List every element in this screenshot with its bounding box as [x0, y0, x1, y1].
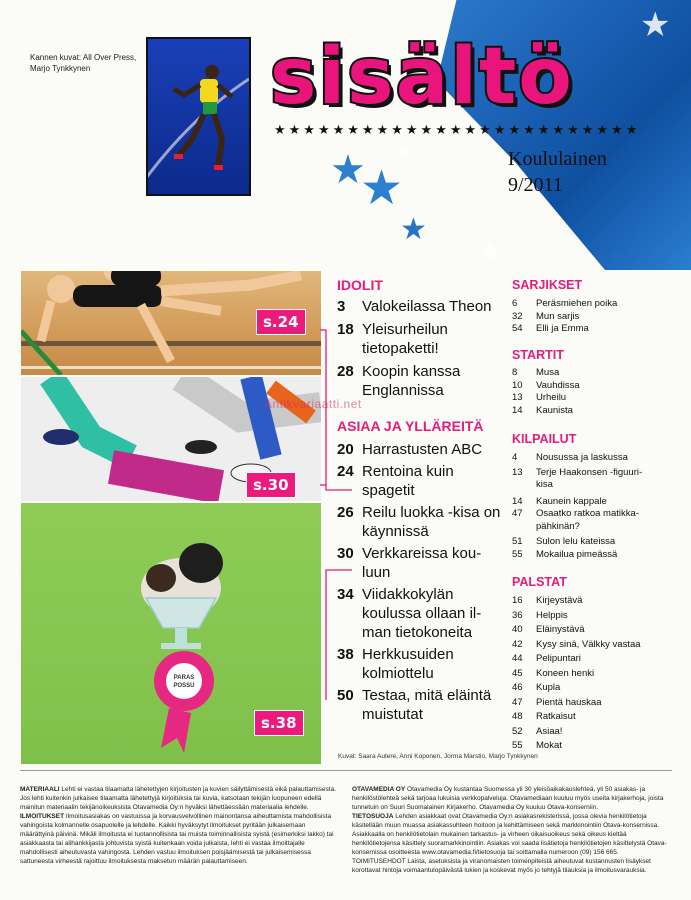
star-icon: ★	[395, 138, 415, 163]
toc-item[interactable]: 55 Mokailua pimeässä	[512, 548, 618, 560]
toc-item[interactable]: 50 Testaa, mitä eläintä muistutat	[337, 687, 492, 723]
star-icon: ★	[640, 6, 671, 44]
section-heading-sarjikset: SARJIKSET	[512, 278, 583, 292]
toc-item[interactable]: 6 Peräsmiehen poika	[512, 298, 618, 309]
toc-item[interactable]: 28 Koopin kanssa Englannissa	[337, 363, 461, 399]
section-list-asiaa	[337, 440, 502, 724]
page-title: sisältö	[270, 32, 574, 122]
section-heading-palstat: PALSTAT	[512, 575, 567, 589]
toc-item[interactable]: 14 Kaunein kappale	[512, 495, 607, 507]
footer-text: Lehti ei vastaa tilaamatta lähetettyjen kirjoitusten ja kuvien säilyttämisestä eikä palauttamisesta. Jos lehti kuitenkin julkaisee tilaamatta lähetettyjä kirjoituksia tai kuvia, katsotaan tekijän luopuneen edellä mainitun materiaalin tekijänoikeuksista Otavamedia Oy:n hyväksi lähettäessään materiaalia lehdelle.	[20, 786, 337, 811]
page-badge-label: s.38	[254, 710, 304, 736]
section-heading-startit: STARTIT	[512, 348, 564, 362]
cover-credit: Kannen kuvat: All Over Press, Marjo Tynkkynen	[30, 53, 137, 73]
toc-item[interactable]: 47 Osaatko ratkoa matikka-pähkinän?	[512, 508, 639, 532]
star-icon: ★	[330, 148, 366, 192]
watermark: Antikvariaatti.net	[264, 397, 362, 411]
star-icon: ★	[478, 236, 504, 267]
section-heading-idolit: IDOLIT	[337, 277, 383, 293]
footer-heading: ILMOITUKSET	[20, 813, 65, 820]
section-list-kilpailut	[512, 452, 662, 561]
page-badge-label: s.30	[246, 472, 296, 498]
toc-item[interactable]: 48 Ratkaisut	[512, 711, 576, 722]
star-row-decoration: ★★★★★★★★★★★★★★★★★★★★★★★★★	[274, 122, 641, 137]
toc-item[interactable]: 18 Yleisurheilun tietopaketti!	[337, 321, 448, 357]
page-badge-label: s.24	[256, 309, 306, 335]
toc-item[interactable]: 13 Urheilu	[512, 392, 567, 403]
issue-number: 9/2011	[508, 174, 563, 196]
sprinter-illustration	[148, 39, 249, 194]
toc-item[interactable]: 10 Vauhdissa	[512, 379, 580, 391]
magazine-name: Koululainen	[508, 148, 607, 170]
toc-item[interactable]: 3 Valokeilassa Theon	[337, 298, 492, 315]
footer	[20, 770, 672, 875]
page-badge-30	[246, 476, 296, 495]
footer-heading: TIETOSUOJA	[352, 813, 394, 820]
footer-text: Ilmoitusasiakas on vastuussa ja korvausvelvollinen mainontansa aiheuttamista mahdollisista vahingoista kolmannelle osapuolelle ja lehdelle. Kaikki hyväksytyt ilmoitukset pyritään julkaisemaan määrättyinä päivinä. Mikäli ilmoitusta ei tuotannollisista tai muista toiminnallisista syistä (esimerkiksi lakko) tai asiakkaasta tai alihankkijasta johtuvista syistä kuitenkaan voida julkaista, lehti ei vastaa ilmoittajalle mahdollisesti aiheutuvasta vahingosta. Lehden vastuu ilmoituksen poisjäämisestä tai julkaisemisessa sattuneesta virheestä rajoittuu ilmoituksesta maksetun määrän palauttamiseen.	[20, 813, 334, 865]
toc-item[interactable]: 26 Reilu luokka -kisa on käynnissä	[337, 504, 501, 540]
star-icon: ★	[400, 213, 427, 246]
toc-item[interactable]: 40 Eläinystävä	[512, 624, 585, 635]
footer-left-column	[20, 785, 338, 875]
toc-item[interactable]: 32 Mun sarjis	[512, 310, 580, 322]
toc-item[interactable]: 16 Kirjeystävä	[512, 595, 583, 606]
section-list-palstat	[512, 595, 662, 753]
rosette-text: POSSU	[173, 683, 195, 689]
toc-item[interactable]: 52 Asiaa!	[512, 725, 563, 737]
page-badge-24	[256, 313, 306, 332]
section-heading-asiaa: ASIAA JA YLLÄREITÄ	[337, 418, 484, 434]
toc-item[interactable]: 38 Herkkusuiden kolmiottelu	[337, 646, 454, 682]
magazine-info	[508, 146, 607, 198]
toc-item[interactable]: 55 Mokat	[512, 740, 562, 751]
footer-right-column	[352, 785, 670, 875]
toc-item[interactable]: 30 Verkkareissa kou-luun	[337, 545, 482, 581]
rosette-text: PARAS	[173, 675, 195, 681]
toc-item[interactable]: 13 Terje Haakonsen -figuuri-kisa	[512, 466, 643, 490]
toc-item[interactable]: 46 Kupla	[512, 682, 561, 693]
toc-item[interactable]: 34 Viidakkokylän koulussa ollaan il-man tietokoneita	[337, 586, 482, 641]
footer-heading: OTAVAMEDIA OY	[352, 786, 406, 793]
page-badge-38	[254, 714, 304, 733]
footer-heading: MATERIAALI	[20, 786, 60, 793]
section-heading-kilpailut: KILPAILUT	[512, 432, 577, 446]
section-list-idolit	[337, 297, 502, 400]
footer-text: Otavamedia Oy kustantaa Suomessa yli 30 yleisöaikakauslehteä, yli 50 asiakas- ja henkilöstölehteä sekä tarjoaa lukuisia verkkopalveluja. Otavamediaan kuuluu myös useita kirjakerhoja, joista tunnetuin on Suuri Suomalainen Kirjakerho. Otavamedia Oy kuuluu Otava-konserniin.	[352, 786, 664, 811]
section-list-startit	[512, 367, 662, 417]
toc-item[interactable]: 47 Pientä hauskaa	[512, 696, 602, 708]
toc-item[interactable]: 36 Helppis	[512, 609, 568, 621]
toc-item[interactable]: 14 Kaunista	[512, 404, 573, 416]
toc-item[interactable]: 8 Musa	[512, 367, 560, 378]
toc-item[interactable]: 45 Koneen henki	[512, 667, 595, 679]
toc-item[interactable]: 20 Harrastusten ABC	[337, 441, 483, 458]
toc-item[interactable]: 4 Nousussa ja laskussa	[512, 452, 628, 463]
cover-photo	[146, 37, 251, 196]
toc-item[interactable]: 24 Rentoina kuin spagetit	[337, 463, 454, 499]
photo-credit: Kuvat: Saara Autere, Anni Koponen, Jorma Marstio, Marjo Tynkkynen	[338, 753, 538, 760]
toc-item[interactable]: 54 Elli ja Emma	[512, 323, 589, 334]
section-list-sarjikset	[512, 298, 662, 336]
footer-text: Lehden asiakkaat ovat Otavamedia Oy:n asiakasrekisterissä, jossa olevia henkilötietoja käsitellään muun muassa asiakassuhteen hoitoon ja kehittämiseen sekä markkinointiin Otava-konsernissa. Asiakkaalla on henkilötietolain mukainen tarkastus- ja virheen oikaisuoikeus sekä oikeus kieltää henkilötietojensa käsittely suoramarkkinointiin. Asiakas voi saada lisätietoja henkilötietojen käsittelystä Otava-konsernissa osoitteesta www.otavamedia.fi/tietosuoja tai soittamalla numeroon (09) 156 665. TOIMITUSEHDOT Laista, asetuksista ja viranomaisten toimenpiteistä aiheutuvat kustannusten lisäykset korottavat hintoja voimaantulopäivästä lukien ja koskevat myös jo tehtyjä tilauksia ja ilmoitusvarauksia.	[352, 813, 667, 874]
toc-item[interactable]: 51 Sulon lelu kateissa	[512, 536, 616, 547]
star-icon: ★	[360, 162, 404, 215]
toc-item[interactable]: 44 Pelipuntari	[512, 653, 581, 664]
toc-item[interactable]: 42 Kysy sinä, Välkky vastaa	[512, 638, 641, 650]
